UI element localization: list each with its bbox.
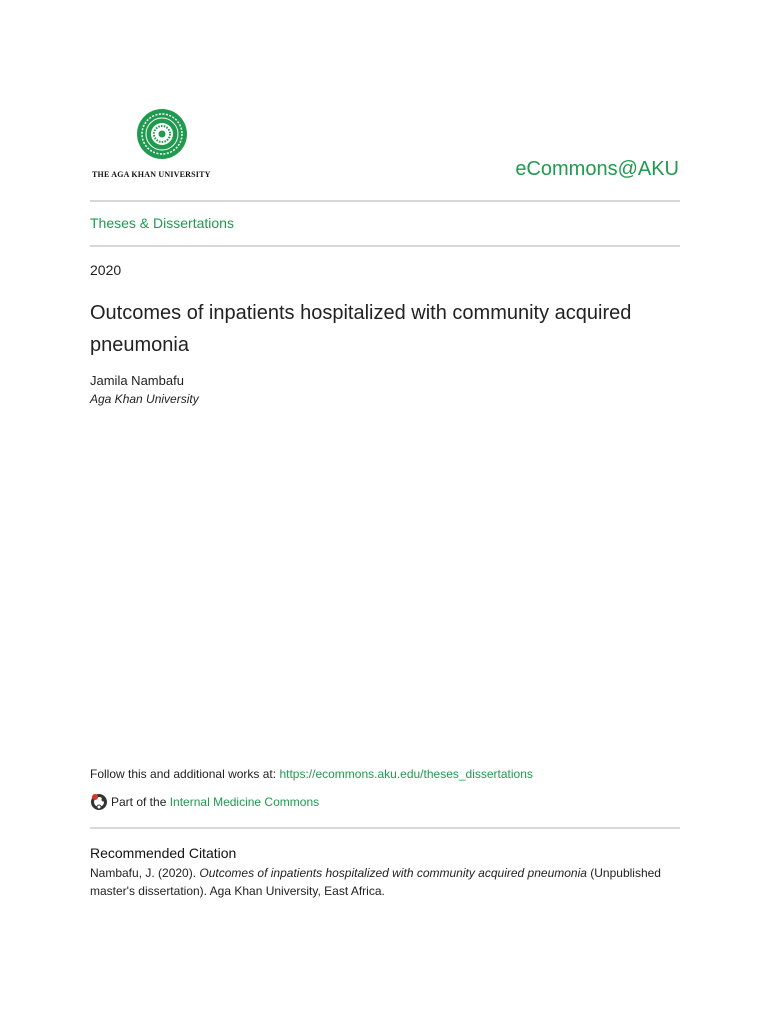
university-seal-icon — [136, 108, 188, 160]
collection-url-link[interactable]: https://ecommons.aku.edu/theses_dissertations — [279, 767, 533, 781]
author-affiliation: Aga Khan University — [90, 392, 199, 406]
discipline-link[interactable]: Internal Medicine Commons — [169, 795, 320, 809]
divider — [90, 245, 680, 247]
citation-heading: Recommended Citation — [90, 845, 237, 861]
collection-link[interactable]: Theses & Dissertations — [90, 215, 234, 231]
citation-prefix: Nambafu, J. (2020). — [90, 866, 200, 880]
follow-label: Follow this and additional works at: — [90, 767, 280, 781]
part-of-line — [90, 793, 319, 811]
network-icon — [90, 793, 108, 811]
publication-year: 2020 — [90, 262, 122, 278]
divider — [90, 827, 680, 829]
divider — [90, 200, 680, 202]
part-of-label: Part of the — [111, 795, 167, 809]
document-title: Outcomes of inpatients hospitalized with community acquired pneumonia — [90, 302, 632, 356]
university-name: THE AGA KHAN UNIVERSITY — [92, 170, 211, 179]
author-name: Jamila Nambafu — [90, 373, 184, 388]
follow-line — [90, 767, 533, 781]
citation-title: Outcomes of inpatients hospitalized with community acquired pneumonia — [199, 866, 587, 880]
citation-suffix: (Unpublished master's dissertation). Aga Khan University, East Africa. — [90, 866, 661, 898]
citation-text — [90, 864, 680, 900]
ecommons-home-link[interactable]: eCommons@AKU — [515, 158, 679, 180]
